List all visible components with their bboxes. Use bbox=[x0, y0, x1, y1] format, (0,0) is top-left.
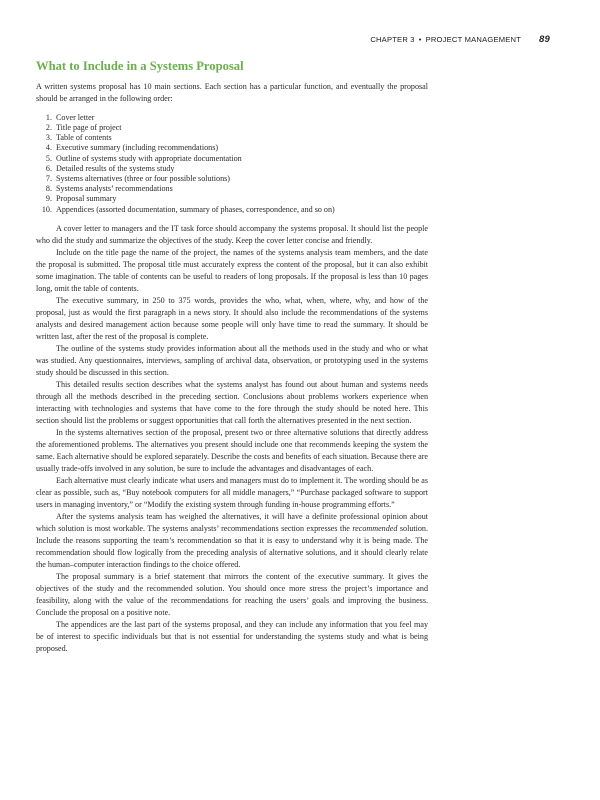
chapter-label: CHAPTER 3 bbox=[370, 35, 415, 44]
list-item: 4. Executive summary (including recommendations) bbox=[45, 143, 219, 153]
list-item: 7. Systems alternatives (three or four possible solutions) bbox=[45, 173, 230, 183]
running-header bbox=[370, 34, 550, 45]
header-separator: • bbox=[418, 35, 422, 44]
proposal-sections-list bbox=[36, 113, 428, 215]
paragraph-alternatives-wording: Each alternative must clearly indicate what users and managers must do to implement it. The wording should be as clear as possible, such as, “Buy notebook computers for all middle managers,” “Purchase packaged software to support users in managing inventory,” or “Modify the existing system through funding in-house programming efforts.” bbox=[36, 475, 428, 509]
paragraph-title-page: Include on the title page the name of the project, the names of the systems analysis team members, and the date the proposal is submitted. The proposal title must accurately express the content of the proposal, but it can also exhibit some imagination. The table of contents can be useful to readers of long proposals. If the proposal is less than 10 pages long, omit the table of contents. bbox=[36, 247, 428, 293]
paragraph-proposal-summary: The proposal summary is a brief statement that mirrors the content of the executive summary. It gives the objectives of the study and the recommended solution. You should once more stress the project’s importance and feasibility, along with the value of the recommendations for reaching the users’ goals and improving the business. Conclude the proposal on a positive note. bbox=[36, 571, 428, 617]
paragraph-executive-summary: The executive summary, in 250 to 375 words, provides the who, what, when, where, why, and how of the proposal, just as would the first paragraph in a news story. It should also include the recommendations of the systems analysts and desired management action because some people will only have time to read the summary. It should be written last, after the rest of the proposal is complete. bbox=[36, 295, 428, 341]
intro-paragraph: A written systems proposal has 10 main sections. Each section has a particular function, and eventually the proposal should be arranged in the following order: bbox=[36, 81, 428, 103]
list-item: 5. Outline of systems study with appropriate documentation bbox=[45, 153, 242, 163]
page-number: 89 bbox=[539, 34, 550, 45]
section-label: PROJECT MANAGEMENT bbox=[425, 35, 522, 44]
paragraph-outline: The outline of the systems study provides information about all the methods used in the study and who or what was studied. Any questionnaires, interviews, sampling of archival data, observation, or prototyping used in the systems study should be discussed in this section. bbox=[36, 343, 428, 377]
paragraph-detailed-results: This detailed results section describes what the systems analyst has found out about human and systems needs through all the methods described in the preceding section. Conclusions about problems workers experience when interacting with technologies and systems that have come to the fore through the study should be noted here. This section should list the problems or suggest opportunities that call forth the alternatives presented in the next section. bbox=[36, 379, 428, 425]
emphasis-recommended: recommended bbox=[352, 523, 398, 533]
list-item: 1. Cover letter bbox=[45, 112, 95, 122]
list-item: 8. Systems analysts’ recommendations bbox=[45, 184, 173, 194]
list-item: 2. Title page of project bbox=[45, 122, 122, 132]
list-item: 6. Detailed results of the systems study bbox=[45, 163, 175, 173]
page-body bbox=[36, 59, 428, 655]
paragraph-appendices: The appendices are the last part of the systems proposal, and they can include any information that you feel may be of interest to specific individuals but that is not essential for understanding the systems study and what is being proposed. bbox=[36, 619, 428, 653]
list-item: 10. Appendices (assorted documentation, summary of phases, correspondence, and so on) bbox=[41, 204, 335, 214]
list-item: 3. Table of contents bbox=[45, 133, 112, 143]
paragraph-cover-letter: A cover letter to managers and the IT task force should accompany the systems proposal. It should list the people who did the study and summarize the objectives of the study. Keep the cover letter concise and friendly. bbox=[36, 223, 428, 245]
paragraph-alternatives: In the systems alternatives section of the proposal, present two or three alternative solutions that directly address the aforementioned problems. The alternatives you present should include one that recommends keeping the system the same. Each alternative should be explored separately. Describe the costs and benefits of each situation. Because there are usually trade-offs involved in any solution, be sure to include the advantages and disadvantages of each. bbox=[36, 427, 428, 473]
paragraph-recommendations: After the systems analysis team has weighed the alternatives, it will have a definite professional opinion about which solution is most workable. The systems analysts’ recommendations section expresses the recommended solution. Include the reasons supporting the team’s recommendation so that it is easy to understand why it is being made. The recommendation should flow logically from the preceding analysis of alternative solutions, and it should clearly relate the human–computer interaction findings to the choice offered. bbox=[36, 511, 428, 569]
list-item: 9. Proposal summary bbox=[45, 194, 117, 204]
section-heading: What to Include in a Systems Proposal bbox=[36, 59, 244, 73]
